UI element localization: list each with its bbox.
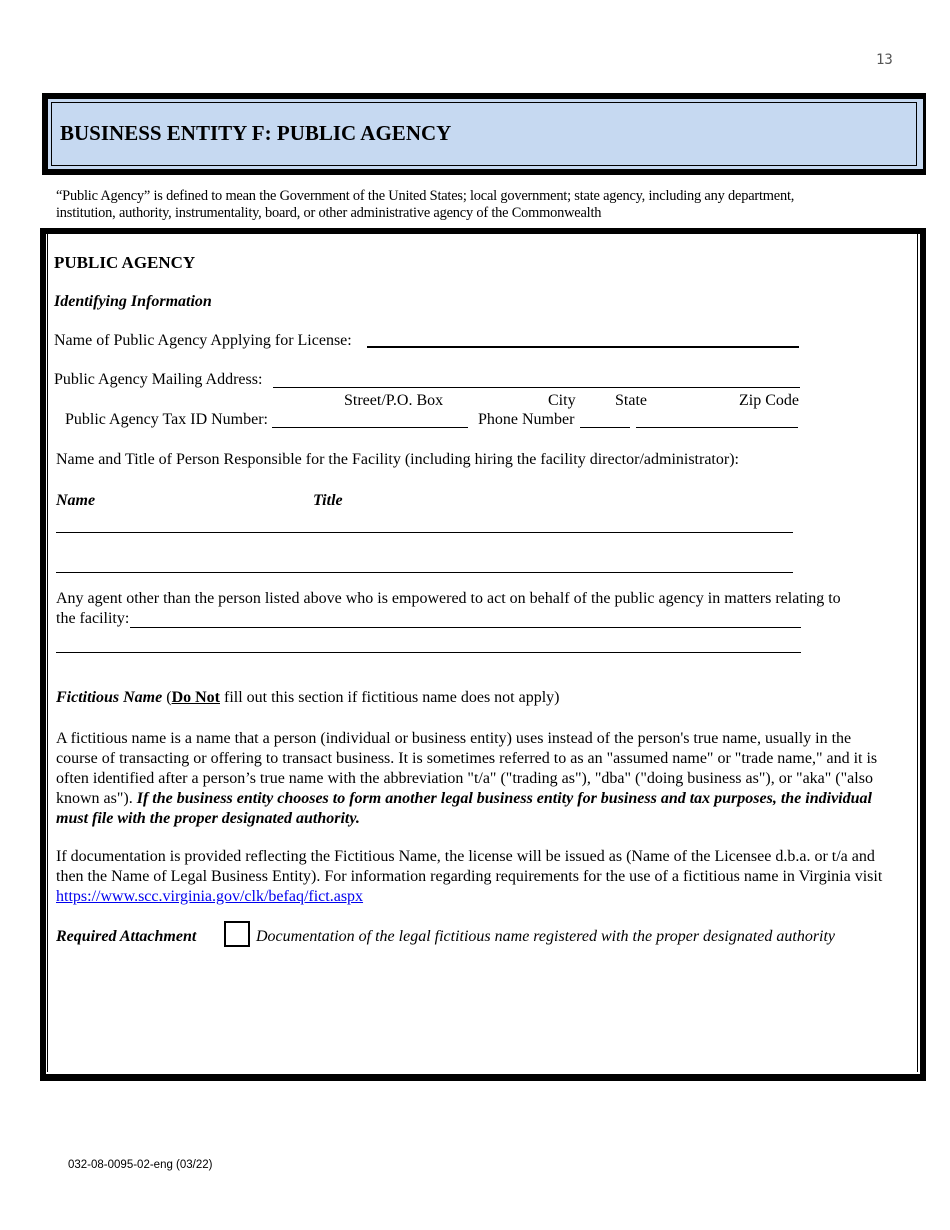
street-sublabel: Street/P.O. Box <box>344 392 444 409</box>
attachment-checkbox[interactable] <box>224 921 250 947</box>
fictitious-name-heading <box>56 689 560 707</box>
fictitious-definition <box>56 729 886 829</box>
public-agency-definition: “Public Agency” is defined to mean the Government of the United States; local government; state agency, including any department, institution, authority, instrumentality, board, or other administrative agency of the Commonwealth <box>56 188 795 221</box>
attachment-description: Documentation of the legal fictitious name registered with the proper designated authority <box>256 928 836 945</box>
responsible-person-label: Name and Title of Person Responsible for the Facility (including hiring the facility director/administrator): <box>56 451 739 468</box>
agent-field-2[interactable] <box>56 652 801 653</box>
title-column-label: Title <box>313 492 343 509</box>
agent-label: Any agent other than the person listed above who is empowered to act on behalf of the public agency in matters relating to <box>56 590 841 607</box>
city-sublabel: City <box>548 392 576 409</box>
fictitious-documentation <box>56 847 886 907</box>
fictitious-definition-emphasis: If the business entity chooses to form another legal business entity for business and tax purposes, the individual must file with the proper designated authority. <box>56 790 872 827</box>
scc-link[interactable]: https://www.scc.virginia.gov/clk/befaq/fict.aspx <box>56 888 364 905</box>
do-not-emphasis: Do Not <box>171 689 220 706</box>
responsible-line-1[interactable] <box>56 532 793 533</box>
section-subtitle: Identifying Information <box>54 293 212 310</box>
page-number: 13 <box>876 52 893 68</box>
state-sublabel: State <box>615 392 647 409</box>
fictitious-instruction: fill out this section if fictitious name does not apply) <box>220 689 560 706</box>
agency-name-label: Name of Public Agency Applying for License: <box>54 332 352 349</box>
name-column-label: Name <box>56 492 96 509</box>
tax-id-label: Public Agency Tax ID Number: <box>65 411 268 428</box>
fictitious-documentation-text: If documentation is provided reflecting the Fictitious Name, the license will be issued as (Name of the Licensee d.b.a. or t/a and then the Name of Legal Business Entity). For information regarding requirements for the use of a fictitious name in Virginia visit <box>56 848 883 885</box>
phone-label: Phone Number <box>478 411 575 428</box>
agency-name-field[interactable] <box>367 346 799 348</box>
fictitious-definition-text: A fictitious name is a name that a person (individual or business entity) uses instead of the person's true name, usually in the course of transacting or offering to transact business. It is sometimes referred to as an "assumed name" or "trade name," and it is often identified after a person’s true name with the abbreviation "t/a" ("trading as"), "dba" ("doing business as"), or "aka" ("also known as"). <box>56 730 878 807</box>
agent-label-cont: the facility: <box>56 610 130 627</box>
responsible-line-2[interactable] <box>56 572 793 573</box>
form-box-inner <box>47 234 918 1072</box>
section-title: PUBLIC AGENCY <box>54 253 196 272</box>
fictitious-name-title: Fictitious Name <box>56 689 163 706</box>
agent-field-1[interactable] <box>130 627 801 628</box>
phone-number-field[interactable] <box>636 427 798 428</box>
mailing-address-label: Public Agency Mailing Address: <box>54 371 263 388</box>
fictitious-paren: ( <box>162 689 172 706</box>
mailing-address-field[interactable] <box>273 387 800 388</box>
page-title: BUSINESS ENTITY F: PUBLIC AGENCY <box>60 121 452 145</box>
tax-id-field[interactable] <box>272 427 468 428</box>
phone-area-field[interactable] <box>580 427 630 428</box>
required-attachment-label: Required Attachment <box>56 928 197 945</box>
form-number: 032-08-0095-02-eng (03/22) <box>68 1159 213 1171</box>
zip-sublabel: Zip Code <box>739 392 799 409</box>
